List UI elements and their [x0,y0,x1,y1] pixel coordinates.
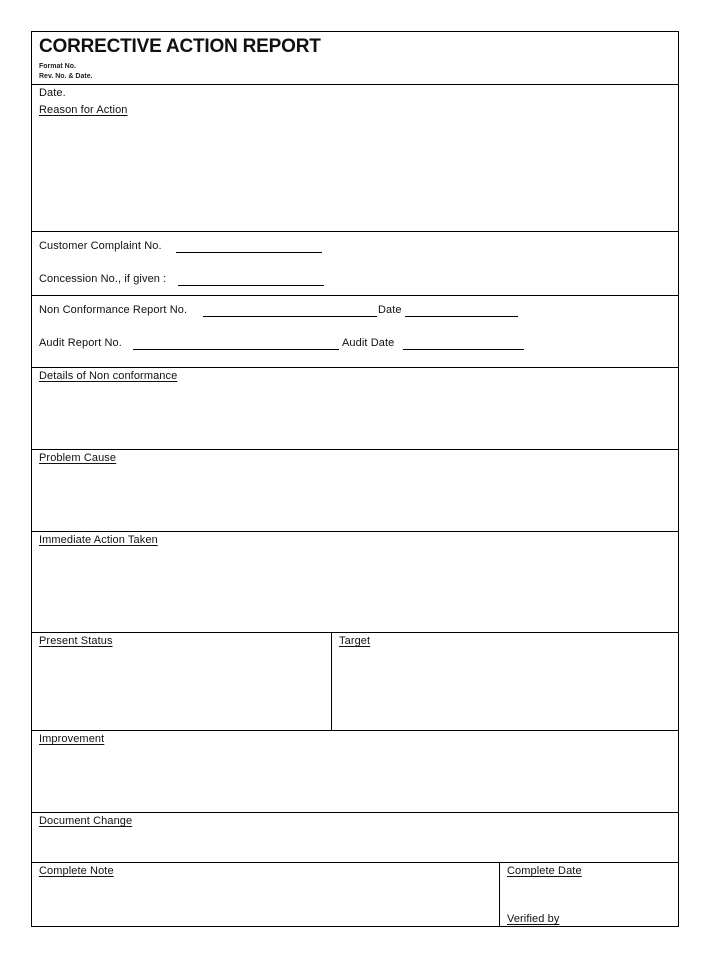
problem-cause-section[interactable] [32,449,678,532]
concession-label: Concession No., if given : [39,273,167,285]
details-of-non-conformance-label: Details of Non conformance [39,370,178,382]
completion-section [32,862,678,926]
document-change-section[interactable] [32,812,678,863]
immediate-action-section[interactable] [32,531,678,633]
audit-report-label: Audit Report No. [39,337,122,349]
document-change-label: Document Change [39,815,133,827]
improvement-label: Improvement [39,733,105,745]
ncr-date-field[interactable] [405,316,518,317]
immediate-action-label: Immediate Action Taken [39,534,158,546]
reason-section[interactable] [32,84,678,232]
verified-by-label: Verified by [507,913,560,925]
complete-note-label: Complete Note [39,865,114,877]
ncr-date-label: Date [378,304,402,316]
complete-date-label: Complete Date [507,865,582,877]
customer-complaint-label: Customer Complaint No. [39,240,162,252]
audit-date-field[interactable] [403,349,524,350]
audit-report-field[interactable] [133,349,339,350]
complaint-section [32,231,678,296]
details-section[interactable] [32,367,678,450]
concession-field[interactable] [178,285,324,286]
report-section [32,295,678,368]
present-status-label: Present Status [39,635,113,647]
audit-date-label: Audit Date [342,337,395,349]
header-section [32,32,678,85]
date-label: Date. [39,87,66,99]
column-divider [499,863,500,926]
status-target-section [32,632,678,731]
ncr-label: Non Conformance Report No. [39,304,188,316]
column-divider [331,633,332,731]
problem-cause-label: Problem Cause [39,452,117,464]
ncr-field[interactable] [203,316,377,317]
reason-for-action-label: Reason for Action [39,104,128,116]
rev-no-date-label: Rev. No. & Date. [39,73,93,80]
target-label: Target [339,635,371,647]
page-title: CORRECTIVE ACTION REPORT [39,36,321,57]
customer-complaint-field[interactable] [176,252,322,253]
improvement-section[interactable] [32,730,678,813]
corrective-action-report-form [31,31,679,927]
format-no-label: Format No. [39,63,76,70]
